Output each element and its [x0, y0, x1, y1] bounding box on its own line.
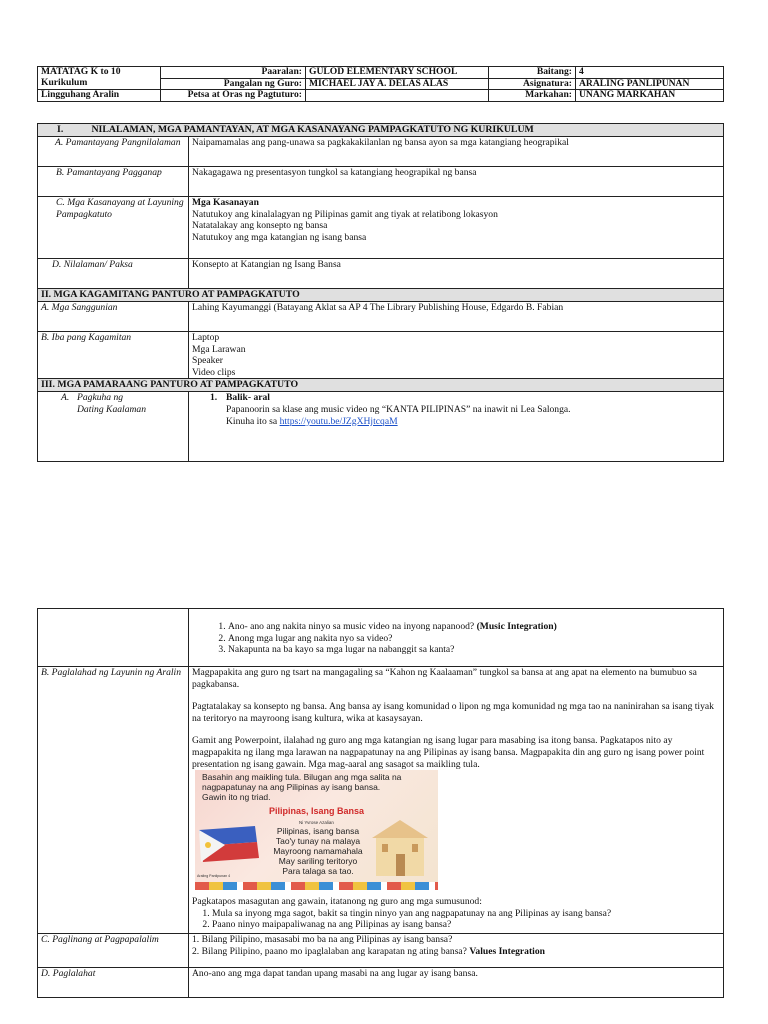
paglalahad-p2: Pagtatalakay sa konsepto ng bansa. Ang bansa ay isang komunidad o lipon ng mga komunidad ng mga tao na naninirahan sa isang tiyak na teritoryo na mayroong isang kultura, wika at kasaysayan. — [192, 701, 714, 724]
kagamitan-item: Video clips — [192, 366, 236, 378]
youtube-link[interactable]: https://youtu.be/JZgXHjtcqaM — [279, 415, 398, 427]
baitang-label: Baitang: — [489, 67, 576, 79]
header-table — [37, 66, 724, 102]
matatag-title: MATATAG K to 10 Kurikulum — [38, 67, 161, 90]
baitang-value: 4 — [576, 67, 724, 79]
continued-label-cell — [38, 609, 189, 667]
lingguhang-aralin: Lingguhang Aralin — [38, 90, 161, 102]
question-item: 1. Ano- ano ang nakita ninyo sa music video na inyong napanood? (Music Integration) — [228, 621, 720, 633]
poem-title: Pilipinas, Isang Bansa — [269, 806, 365, 817]
followup-question: 2. Paano ninyo maipapaliwanag na ang Pilipinas ay isang bansa? — [212, 919, 720, 931]
poem-author: Ni Yvrose Azalian — [299, 820, 334, 826]
paglalahat-label: D. Paglalahat — [38, 967, 189, 997]
kasanayan-item: Natutukoy ang mga katangian ng isang bansa — [192, 231, 367, 243]
church-building-icon — [368, 814, 432, 876]
pamantayang-pangnilalaman-value: Naipamamalas ang pang-unawa sa pagkakakilanlan ng bansa ayon sa mga katangiang heograpikal — [189, 137, 724, 167]
iba-pang-kagamitan-value — [189, 332, 724, 379]
nilalaman-label: D. Nilalaman/ Paksa — [38, 259, 189, 289]
pagkuha-dating-kaalaman-value: 1. Balik- aral Papanoorin sa klase ang music video ng “KANTA PILIPINAS” na inawit ni Lea Salonga. Kinuha ito sa https://youtu.be/JZgXHjtcqaM — [189, 392, 724, 462]
guro-label: Pangalan ng Guro: — [161, 78, 306, 90]
paglinang-label: C. Paglinang at Pagpapalalim — [38, 933, 189, 967]
paglalahad-p3: Gamit ang Powerpoint, ilalahad ng guro ang mga katangian ng isang lugar para masabing isa itong bansa. Pagkatapos nito ay magpapakita ng ilang mga larawan na nagpapatunay na ang Pilipinas ay isang bansa. Magpapakita din ang guro ng isang power point presentation ng isang gawain. Mga mag-aaral ang sasagot sa maikling tula. — [192, 735, 705, 770]
paglalahad-after: Pagkatapos masagutan ang gawain, itatanong ng guro ang mga sumusunod: — [192, 896, 482, 908]
markahan-label: Markahan: — [489, 90, 576, 102]
paaralan-value: GULOD ELEMENTARY SCHOOL — [306, 67, 489, 79]
poem-lines: Pilipinas, isang bansa Tao'y tunay na malaya Mayroong namamahala May sariling teritoryo Para talaga sa tao. — [273, 826, 363, 877]
followup-question: 1. Mula sa inyong mga sagot, bakit sa tingin ninyo yan ang nagpapatunay na ang Pilipinas ay isang bansa? — [212, 908, 720, 920]
poem-instruction: Basahin ang maikling tula. Bilugan ang mga salita na nagpapatunay na ang Pilipinas ay isang bansa. Gawin ito ng triad. — [202, 772, 402, 803]
paaralan-label: Paaralan: — [161, 67, 306, 79]
kasanayan-label: C. Mga Kasanayang at Layuning Pampagkatuto — [38, 197, 189, 259]
kagamitan-item: Speaker — [192, 355, 223, 367]
pamantayang-pagganap-value: Nakagagawa ng presentasyon tungkol sa katangiang heograpikal ng bansa — [189, 167, 724, 197]
balik-aral-title: Balik- aral — [226, 392, 270, 404]
section2-header: II. MGA KAGAMITANG PANTURO AT PAMPAGKATUTO — [38, 289, 724, 302]
pamantayang-pangnilalaman-label: A. Pamantayang Pangnilalaman — [38, 137, 189, 167]
philippine-flag-icon — [199, 826, 259, 862]
poem-activity-image — [195, 770, 438, 890]
petsa-label: Petsa at Oras ng Pagtuturo: — [161, 90, 306, 102]
paglalahad-value — [189, 667, 724, 934]
paglalahat-value: Ano-ano ang mga dapat tandan upang masabi na ang lugar ay isang bansa. — [189, 967, 724, 997]
asignatura-label: Asignatura: — [489, 78, 576, 90]
iba-pang-kagamitan-label: B. Iba pang Kagamitan — [38, 332, 189, 379]
pagkuha-dating-kaalaman-label: A. Pagkuha ng Dating Kaalaman — [38, 392, 189, 462]
kinuha-line: Kinuha ito sa https://youtu.be/JZgXHjtcqaM — [226, 415, 398, 427]
paglalahad-p1: Magpapakita ang guro ng tsart na mangagaling sa “Kahon ng Kaalaaman” tungkol sa bansa at ang apat na elemento na bumubuo sa pagkabansa. — [192, 667, 697, 690]
sanggunian-label: A. Mga Sanggunian — [38, 302, 189, 332]
question-item: 2. Anong mga lugar ang nakita nyo sa video? — [228, 633, 720, 645]
kasanayan-item: Natatalakay ang konsepto ng bansa — [192, 220, 328, 232]
sanggunian-value: Lahing Kayumanggi (Batayang Aklat sa AP 4 The Library Publishing House, Edgardo B. Fabian — [189, 302, 724, 332]
paglalahad-label: B. Paglalahad ng Layunin ng Aralin — [38, 667, 189, 934]
kagamitan-item: Laptop — [192, 332, 220, 343]
section1-header: I. NILALAMAN, MGA PAMANTAYAN, AT MGA KASANAYANG PAMPAGKATUTO NG KURIKULUM — [38, 124, 724, 137]
guro-value: MICHAEL JAY A. DELAS ALAS — [306, 78, 489, 90]
kasanayan-value — [189, 197, 724, 259]
balik-aral-questions — [189, 609, 724, 667]
nilalaman-value: Konsepto at Katangian ng Isang Bansa — [189, 259, 724, 289]
question-item: 3. Nakapunta na ba kayo sa mga lugar na nabanggit sa kanta? — [228, 644, 720, 656]
petsa-value — [306, 90, 489, 102]
paglinang-value: 1. Bilang Pilipino, masasabi mo ba na ang Pilipinas ay isang bansa? 2. Bilang Pilipino, paano mo ipaglalaban ang karapatan ng ating bansa? Values Integration — [189, 933, 724, 967]
poem-footer: Araling Panlipunan 4 — [197, 873, 231, 878]
section3-header: III. MGA PAMARAANG PANTURO AT PAMPAGKATUTO — [38, 379, 724, 392]
markahan-value: UNANG MARKAHAN — [576, 90, 724, 102]
balik-aral-text: Papanoorin sa klase ang music video ng “KANTA PILIPINAS” na inawit ni Lea Salonga. — [226, 403, 571, 415]
decorative-strip — [195, 882, 438, 890]
kagamitan-item: Mga Larawan — [192, 343, 246, 355]
kasanayan-heading: Mga Kasanayan — [192, 197, 259, 208]
lesson-table-page2 — [37, 608, 724, 998]
pamantayang-pagganap-label: B. Pamantayang Pagganap — [38, 167, 189, 197]
kasanayan-item: Natutukoy ang kinalalagyan ng Pilipinas gamit ang tiyak at relatibong lokasyon — [192, 208, 498, 220]
asignatura-value: ARALING PANLIPUNAN — [576, 78, 724, 90]
lesson-table-page1 — [37, 123, 724, 462]
